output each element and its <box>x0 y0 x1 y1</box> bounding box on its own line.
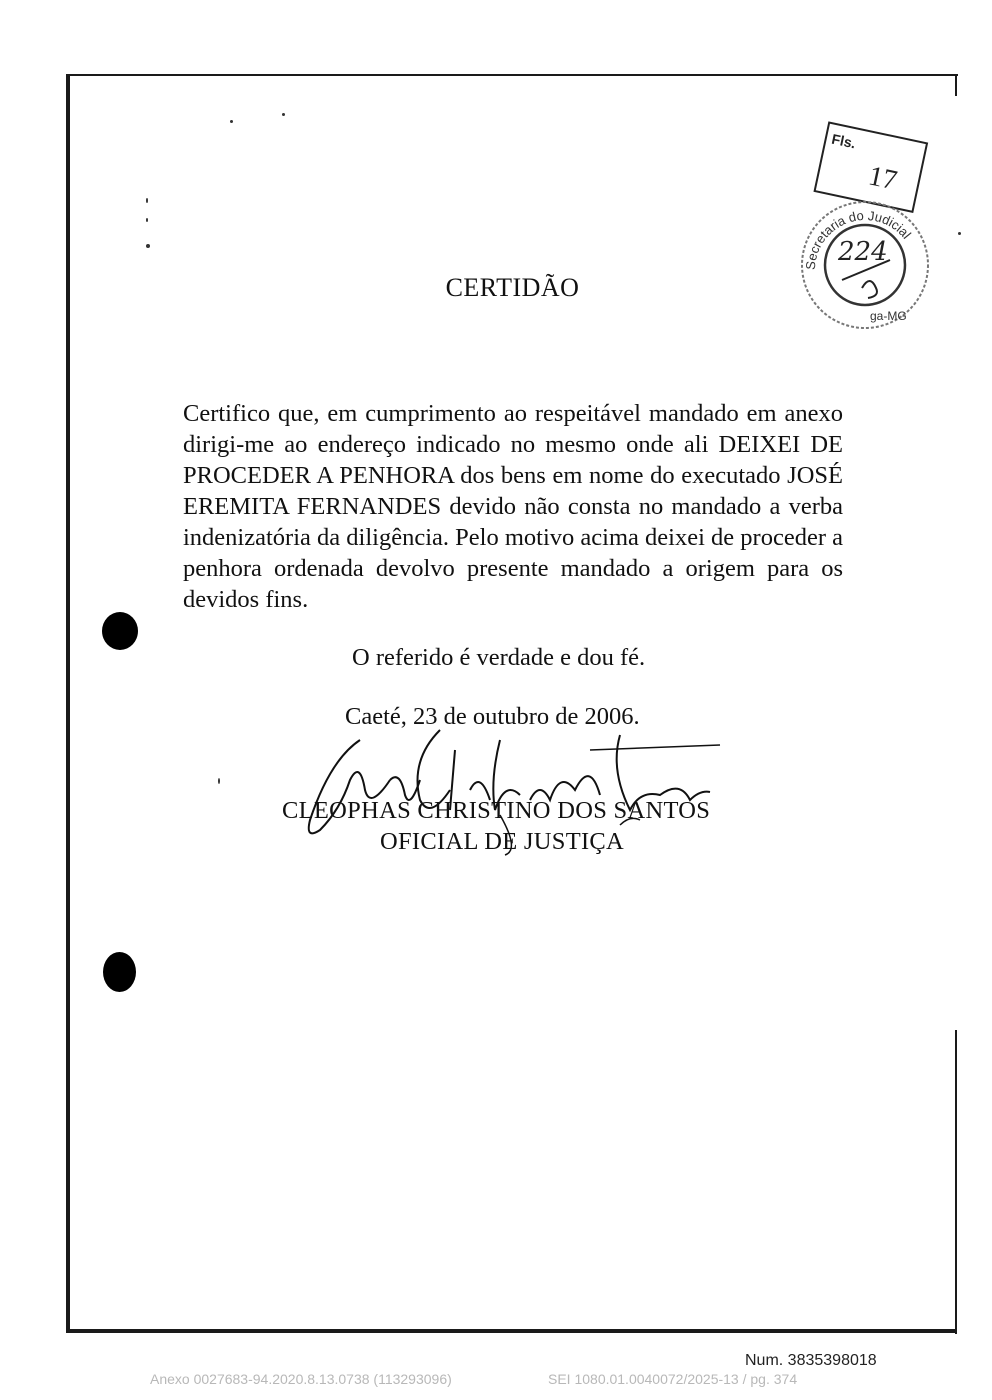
date-line: Caeté, 23 de outubro de 2006. <box>345 703 640 730</box>
stamp-fls-label: Fls. <box>830 130 858 152</box>
page-border-right <box>955 74 957 96</box>
scan-speck <box>146 198 148 203</box>
page-border-left <box>66 74 70 1332</box>
scan-speck <box>958 232 961 235</box>
annex-reference: Anexo 0027683-94.2020.8.13.0738 (113293096) <box>150 1371 452 1387</box>
stamp-handwritten-number: 224 <box>838 237 888 267</box>
page-border-bottom <box>66 1329 956 1333</box>
closing-statement: O referido é verdade e dou fé. <box>352 644 646 671</box>
scan-speck <box>146 244 150 248</box>
punch-hole-mark <box>102 612 138 650</box>
seal-bottom-text: ga-MG <box>870 309 907 323</box>
signatory-role: OFICIAL DE JUSTIÇA <box>380 828 625 855</box>
page-border-right-lower <box>955 1030 957 1334</box>
punch-hole-mark <box>103 952 136 992</box>
court-seal-stamp <box>790 120 940 340</box>
scan-speck <box>218 778 220 784</box>
document-number: Num. 3835398018 <box>745 1352 877 1369</box>
stamp-fls-number: 17 <box>865 160 900 197</box>
document-title: CERTIDÃO <box>445 273 580 302</box>
scan-speck <box>146 218 148 222</box>
scan-speck <box>230 120 233 123</box>
scan-speck <box>282 113 285 116</box>
certificate-body: Certifico que, em cumprimento ao respeitável mandado em anexo dirigi-me ao endereço indicado no mesmo onde ali DEIXEI DE PROCEDER A PENHORA dos bens em nome do executado JOSÉ EREMITA FERNANDES devido não consta no mandado a verba indenizatória da diligência. Pelo motivo acima deixei de proceder a penhora ordenada devolvo presente mandado a origem para os devidos fins. <box>183 400 843 613</box>
seal-top-text: Secretaria do Judicial <box>802 207 915 271</box>
signatory-name: CLEOPHAS CHRISTINO DOS SANTOS <box>282 797 711 824</box>
sei-reference: SEI 1080.01.0040072/2025-13 / pg. 374 <box>548 1371 798 1387</box>
page-border-top <box>66 74 958 76</box>
